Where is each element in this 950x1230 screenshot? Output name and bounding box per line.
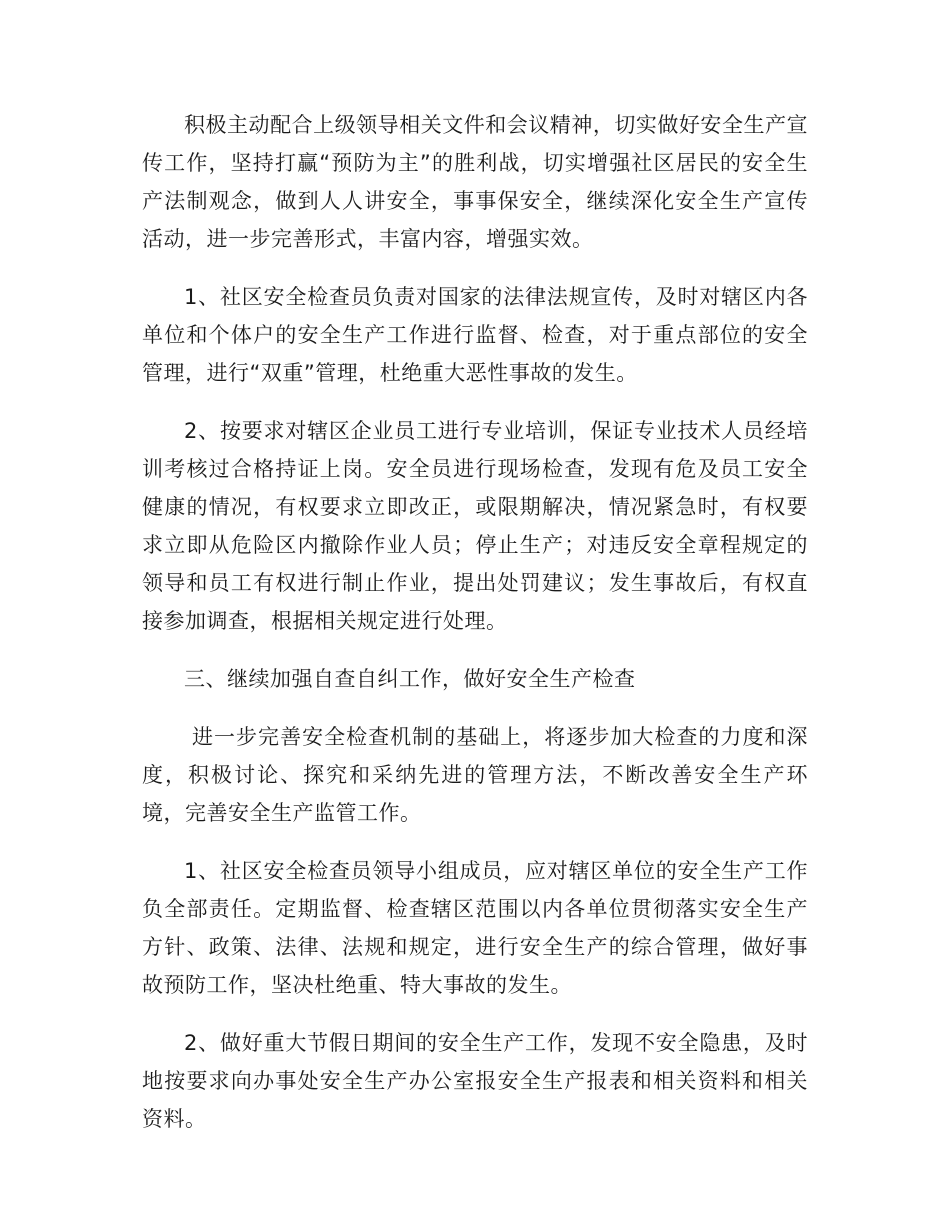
section-heading-3: 三、继续加强自查自纠工作，做好安全生产检查 xyxy=(184,667,636,691)
paragraph-section-3-item-1: 1、社区安全检查员领导小组成员，应对辖区单位的安全生产工作负全部责任。定期监督、检查辖区范围以内各单位贯彻落实安全生产方针、政策、法律、法规和规定，进行安全生产的综合管理，做好事故预防工作，坚决杜绝重、特大事故的发生。 xyxy=(142,859,808,997)
paragraph-item-1-publicity: 1、社区安全检查员负责对国家的法律法规宣传，及时对辖区内各单位和个体户的安全生产工作进行监督、检查，对于重点部位的安全管理，进行“双重”管理，杜绝重大恶性事故的发生。 xyxy=(142,285,808,385)
paragraph-section-3-item-2: 2、做好重大节假日期间的安全生产工作，发现不安全隐患，及时地按要求向办事处安全生产办公室报安全生产报表和相关资料和相关资料。 xyxy=(142,1031,808,1131)
paragraph-item-2-training: 2、按要求对辖区企业员工进行专业培训，保证专业技术人员经培训考核过合格持证上岗。安全员进行现场检查，发现有危及员工安全健康的情况，有权要求立即改正，或限期解决，情况紧急时，有权要求立即从危险区内撤除作业人员；停止生产；对违反安全章程规定的领导和员工有权进行制止作业，提出处罚建议；发生事故后，有权直接参加调查，根据相关规定进行处理。 xyxy=(142,419,808,633)
paragraph-intro: 积极主动配合上级领导相关文件和会议精神，切实做好安全生产宣传工作，坚持打赢“预防为主”的胜利战，切实增强社区居民的安全生产法制观念，做到人人讲安全，事事保安全，继续深化安全生产宣传活动，进一步完善形式，丰富内容，增强实效。 xyxy=(142,113,808,251)
paragraph-section-3-intro: 进一步完善安全检查机制的基础上，将逐步加大检查的力度和深度，积极讨论、探究和采纳先进的管理方法，不断改善安全生产环境，完善安全生产监管工作。 xyxy=(142,725,808,825)
document-body xyxy=(142,106,808,1158)
